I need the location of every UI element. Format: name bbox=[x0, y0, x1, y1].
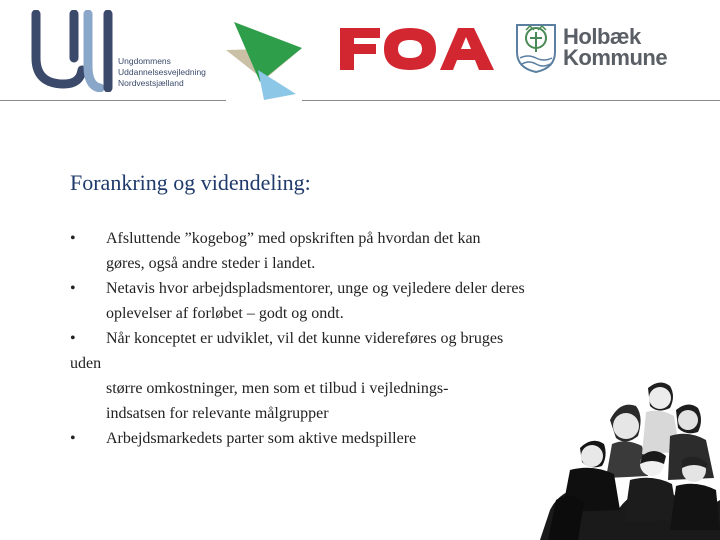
uu-logo-line: Uddannelsesvejledning bbox=[118, 67, 206, 77]
uu-logo-line: Ungdommens bbox=[118, 56, 171, 66]
logo-header bbox=[0, 0, 720, 104]
bullet-symbol: • bbox=[70, 330, 76, 347]
slide-title: Forankring og videndeling: bbox=[70, 170, 311, 195]
bullet-item bbox=[70, 276, 630, 301]
bullet-text: Afsluttende ”kogebog” med opskriften på hvordan det kan bbox=[106, 230, 481, 247]
foa-logo bbox=[336, 22, 502, 74]
triangle-logo bbox=[224, 20, 304, 102]
bullet-text: oplevelser af forløbet – godt og ondt. bbox=[106, 305, 344, 322]
header-divider bbox=[0, 100, 226, 101]
bullet-text: større omkostninger, men som et tilbud i vejlednings- bbox=[106, 380, 449, 397]
bullet-symbol: • bbox=[70, 230, 76, 247]
holbaek-logo-line: Holbæk bbox=[563, 24, 641, 49]
holbaek-logo-text bbox=[563, 26, 667, 68]
bullet-continuation bbox=[70, 301, 630, 326]
bullet-continuation bbox=[70, 251, 630, 276]
bullet-item bbox=[70, 226, 630, 251]
holbaek-crest-icon bbox=[514, 22, 558, 74]
bullet-symbol: • bbox=[70, 430, 76, 447]
uu-logo-line: Nordvestsjælland bbox=[118, 78, 184, 88]
bullet-text: Når konceptet er udviklet, vil det kunne videreføres og bruges bbox=[106, 330, 504, 347]
uu-logo-text bbox=[118, 56, 206, 89]
bullet-symbol: • bbox=[70, 280, 76, 297]
bullet-text: Netavis hvor arbejdspladsmentorer, unge og vejledere deler deres bbox=[106, 280, 525, 297]
header-divider bbox=[302, 100, 720, 101]
bullet-item bbox=[70, 326, 630, 351]
bullet-text: gøres, også andre steder i landet. bbox=[106, 255, 316, 272]
holbaek-logo-line: Kommune bbox=[563, 45, 668, 70]
group-photo bbox=[520, 360, 720, 540]
bullet-wrap-word: uden bbox=[70, 355, 102, 372]
bullet-text: indsatsen for relevante målgrupper bbox=[106, 405, 329, 422]
bullet-text: Arbejdsmarkedets parter som aktive medspillere bbox=[106, 430, 417, 447]
